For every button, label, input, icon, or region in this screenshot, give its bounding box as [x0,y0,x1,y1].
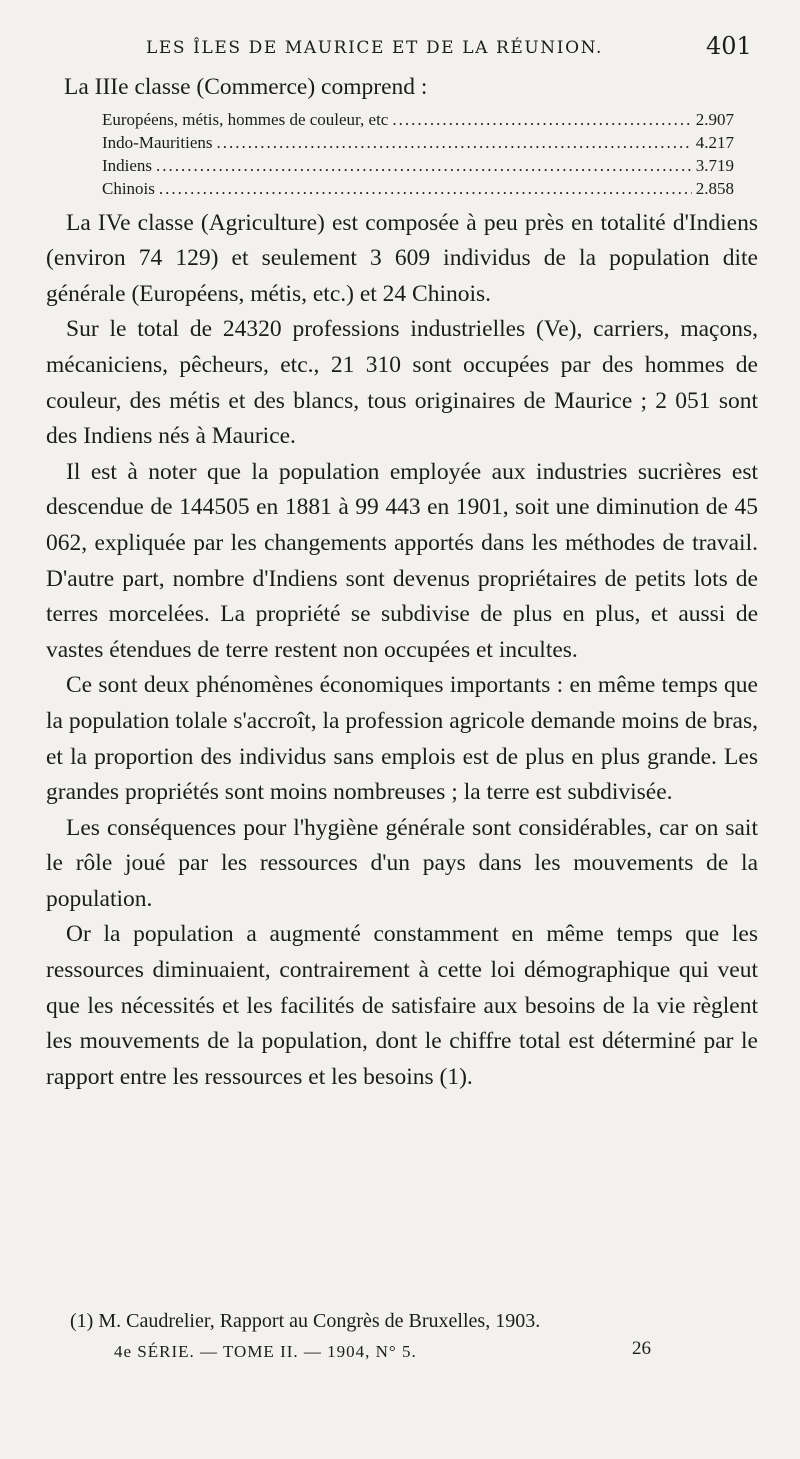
paragraph: La IVe classe (Agriculture) est composée à peu près en totalité d'Indiens (environ 74 129) et seulement 3 609 individus de la population dite générale (Européens, métis, etc.) et 24 Chinois. [46,209,758,307]
table-row [102,154,734,177]
row-label: Indiens [102,155,153,175]
row-label: Européens, métis, hommes de couleur, etc [102,109,389,129]
leader-dots [159,177,692,200]
row-value: 4.217 [695,132,734,152]
row-value: 2.858 [695,178,734,198]
paragraph: Sur le total de 24320 professions industrielles (Ve), carriers, maçons, mécaniciens, pêcheurs, etc., 21 310 sont occupées par des hommes de couleur, des métis et des blancs, tous originaires de Maurice ; 2 051 sont des Indiens nés à Maurice. [46,316,758,450]
body-text [46,70,758,1095]
row-value: 3.719 [695,155,734,175]
table-row [102,108,734,131]
row-value: 2.907 [695,109,734,129]
series-volume-line: 4e SÉRIE. — TOME II. — 1904, N° 5. [114,1342,417,1361]
row-label: Chinois [102,178,155,198]
intro-line: La IIIe classe (Commerce) comprend : [64,74,428,100]
paragraph: Il est à noter que la population employée aux industries sucrières est descendue de 144505 en 1881 à 99 443 en 1901, soit une diminution de 45 062, expliquée par les changements apportés dans les méthodes de travail. D'autre part, nombre d'Indiens sont devenus propriétaires de petits lots de terres morcelées. La propriété se subdivise de plus en plus, et aussi de vastes étendues de terre restent non occupées et incultes. [46,458,758,663]
footnote: (1) M. Caudrelier, Rapport au Congrès de Bruxelles, 1903. [70,1310,541,1332]
paragraph: Or la population a augmenté constamment en même temps que les ressources diminuaient, contrairement à cette loi démographique qui veut que les nécessités et les facilités de satisfaire aux besoins de la vie règlent les mouvements de la population, dont le chiffre total est déterminé par le rapport entre les ressources et les besoins (1). [46,921,758,1090]
running-head [0,30,800,70]
leader-dots [216,131,691,154]
printer-signature [114,1338,674,1368]
commerce-table [102,108,734,200]
page-number: 401 [706,32,752,60]
running-title: LES ÎLES DE MAURICE ET DE LA RÉUNION. [146,38,604,58]
signature-mark: 26 [632,1338,651,1359]
row-label: Indo-Mauritiens [102,132,213,152]
leader-dots [392,108,691,131]
table-row [102,177,734,200]
leader-dots [156,154,692,177]
paragraph: Ce sont deux phénomènes économiques importants : en même temps que la population tolale s'accroît, la profession agricole demande moins de bras, et la proportion des individus sans emplois est de plus en plus grande. Les grandes propriétés sont moins nombreuses ; la terre est subdivisée. [46,672,758,806]
paragraph: Les conséquences pour l'hygiène générale sont considérables, car on sait le rôle joué par les ressources d'un pays dans les mouvements de la population. [46,814,758,912]
table-row [102,131,734,154]
